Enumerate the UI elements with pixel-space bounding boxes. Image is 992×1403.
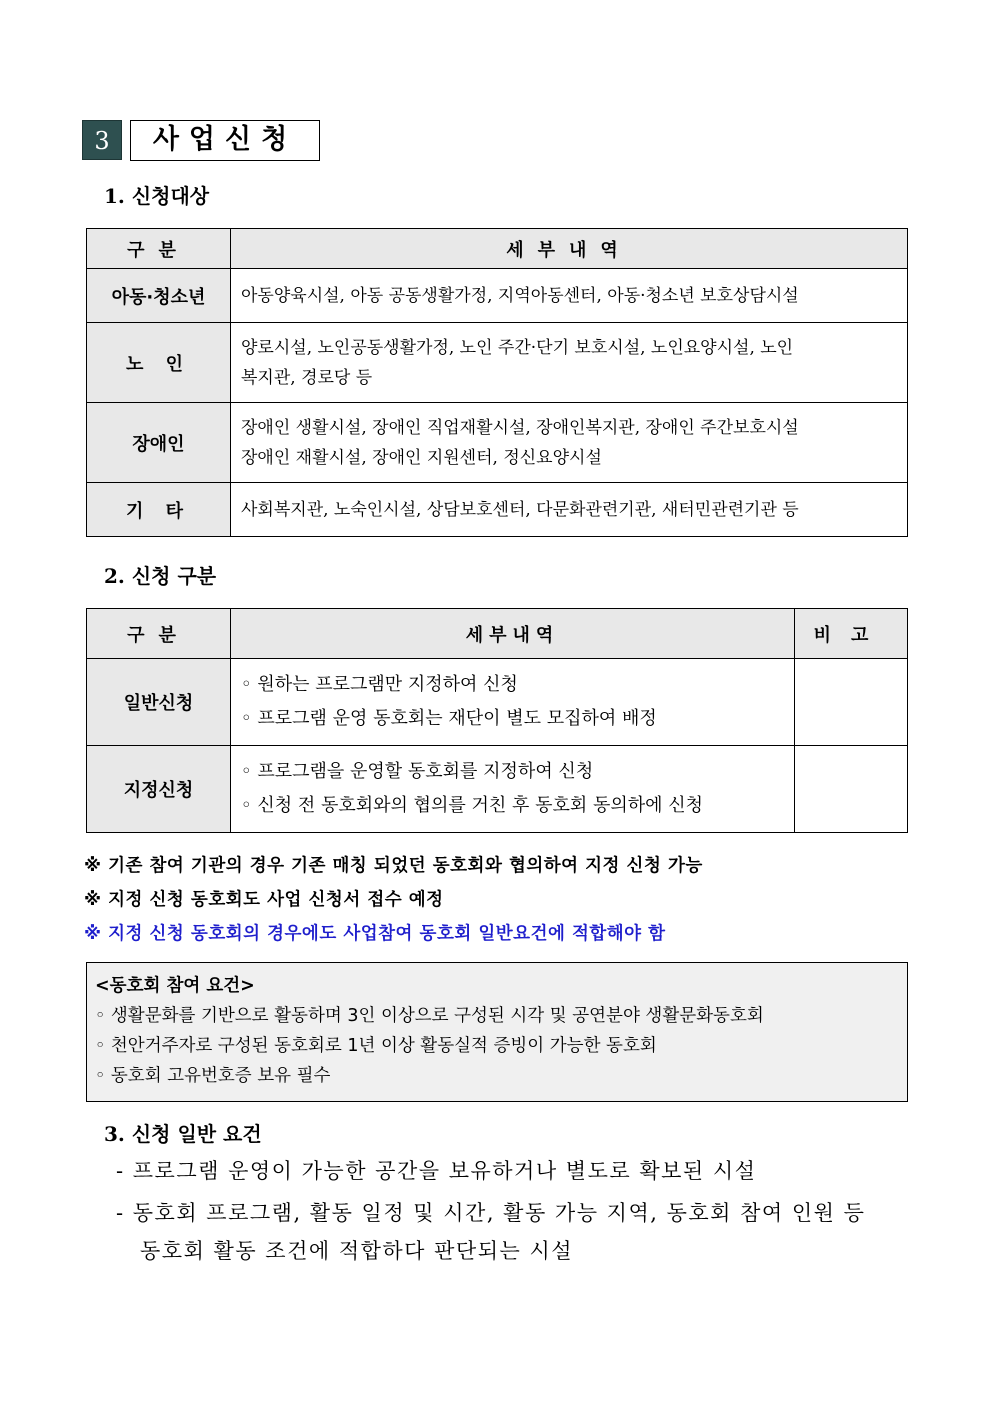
detail-line: 장애인 생활시설, 장애인 직업재활시설, 장애인복지관, 장애인 주간보호시설 [241,417,799,438]
row-remark [795,659,908,746]
header-category: 구분 [87,229,231,269]
note-line: ※ 기존 참여 기관의 경우 기존 매칭 되었던 동호회와 협의하여 지정 신청 가능 [84,856,703,876]
table-row [87,323,908,403]
row-detail [231,659,795,746]
row-category: 장애인 [87,403,231,483]
general-requirement-continuation: 동호회 활동 조건에 적합하다 판단되는 시설 [140,1239,574,1263]
row-category: 아동·청소년 [87,269,231,323]
detail-line: 양로시설, 노인공동생활가정, 노인 주간·단기 보호시설, 노인요양시설, 노인 [241,337,794,358]
table-row [87,746,908,833]
detail-line: ◦ 프로그램 운영 동호회는 재단이 별도 모집하여 배정 [241,708,657,729]
requirements-box [86,962,908,1102]
part3-heading: 3. 신청 일반 요건 [104,1122,262,1146]
row-detail [231,746,795,833]
section-title: 사업신청 [130,120,320,161]
table-header-row [87,609,908,659]
detail-line: ◦ 원하는 프로그램만 지정하여 신청 [241,674,518,695]
detail-line: ◦ 신청 전 동호회와의 협의를 거친 후 동호회 동의하에 신청 [241,795,704,816]
row-detail [231,323,908,403]
row-detail [231,403,908,483]
table-row [87,403,908,483]
table-header-row [87,229,908,269]
row-category: 일반신청 [87,659,231,746]
note-line-highlight: ※ 지정 신청 동호회의 경우에도 사업참여 동호회 일반요건에 적합해야 함 [84,924,666,944]
requirements-title: <동호회 참여 요건> [95,976,255,996]
requirement-item: ◦ 생활문화를 기반으로 활동하며 3인 이상으로 구성된 시각 및 공연분야 생활문화동호회 [95,1006,764,1026]
part2-heading: 2. 신청 구분 [104,564,217,588]
note-line: ※ 지정 신청 동호회도 사업 신청서 접수 예정 [84,890,444,910]
header-remark: 비고 [795,609,908,659]
table-row [87,483,908,537]
header-detail: 세부내역 [231,229,908,269]
row-detail [231,483,908,537]
general-requirement-item: - 프로그램 운영이 가능한 공간을 보유하거나 별도로 확보된 시설 [116,1159,757,1183]
detail-line: ◦ 프로그램을 운영할 동호회를 지정하여 신청 [241,761,594,782]
detail-line: 복지관, 경로당 등 [241,367,373,388]
header-category: 구분 [87,609,231,659]
table-row [87,269,908,323]
requirement-item: ◦ 천안거주자로 구성된 동호회로 1년 이상 활동실적 증빙이 가능한 동호회 [95,1036,657,1056]
table-row [87,659,908,746]
row-detail [231,269,908,323]
section-number: 3 [82,120,122,160]
part1-heading: 1. 신청대상 [104,184,210,208]
detail-line: 장애인 재활시설, 장애인 지원센터, 정신요양시설 [241,447,602,468]
header-detail: 세부내역 [231,609,795,659]
row-category: 노 인 [87,323,231,403]
target-table [86,228,908,537]
requirement-item: ◦ 동호회 고유번호증 보유 필수 [95,1066,331,1086]
row-category: 지정신청 [87,746,231,833]
detail-line: 아동양육시설, 아동 공동생활가정, 지역아동센터, 아동·청소년 보호상담시설 [241,285,799,306]
application-type-table [86,608,908,833]
general-requirement-item: - 동호회 프로그램, 활동 일정 및 시간, 활동 가능 지역, 동호회 참여 인원 등 [116,1201,866,1225]
detail-line: 사회복지관, 노숙인시설, 상담보호센터, 다문화관련기관, 새터민관련기관 등 [241,499,799,520]
row-category: 기 타 [87,483,231,537]
row-remark [795,746,908,833]
